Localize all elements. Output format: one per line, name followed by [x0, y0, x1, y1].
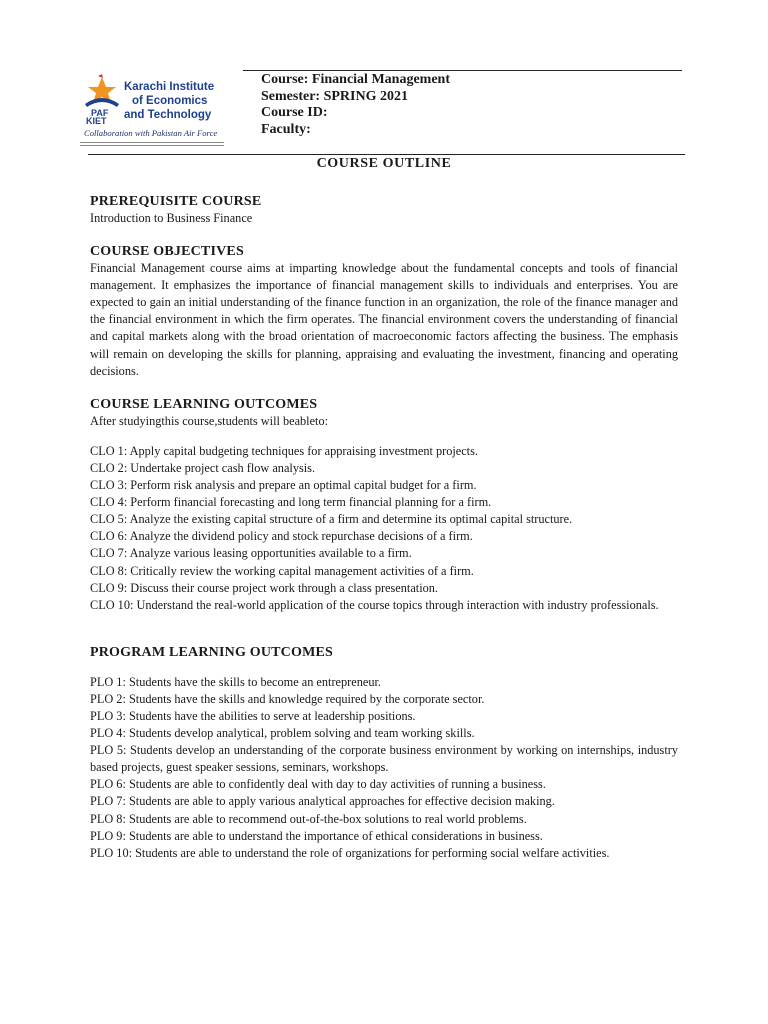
clo-item: CLO 10: Understand the real-world application of the course topics through interaction with industry professionals.: [90, 597, 659, 612]
clo-intro: After studyingthis course,students will beableto:: [90, 413, 329, 428]
plo-item: PLO 10: Students are able to understand the role of organizations for performing social welfare activities.: [90, 845, 610, 860]
prerequisite-heading: PREREQUISITE COURSE: [90, 194, 262, 209]
plo-item: PLO 2: Students have the skills and knowledge required by the corporate sector.: [90, 691, 485, 706]
logo-badge-line-2: KIET: [86, 116, 107, 124]
plo-item: PLO 1: Students have the skills to become an entrepreneur.: [90, 674, 381, 689]
course-id: Course ID:: [261, 105, 328, 121]
logo-name-line-3: and Technology: [124, 109, 212, 121]
institute-logo: [80, 68, 224, 148]
clo-item: CLO 4: Perform financial forecasting and long term financial planning for a firm.: [90, 495, 492, 510]
clo-item: CLO 7: Analyze various leasing opportunities available to a firm.: [90, 546, 412, 561]
plo-item: PLO 6: Students are able to confidently deal with day to day activities of running a business.: [90, 777, 546, 792]
plo-heading: PROGRAM LEARNING OUTCOMES: [90, 644, 334, 660]
page-title: COURSE OUTLINE: [316, 156, 452, 171]
plo-list: [90, 674, 678, 862]
document-body: [90, 193, 678, 862]
clo-list: [90, 443, 678, 614]
plo-item: PLO 4: Students develop analytical, problem solving and team working skills.: [90, 726, 475, 741]
clo-item: CLO 5: Analyze the existing capital structure of a firm and determine its optimal capital structure.: [90, 512, 573, 527]
clo-item: CLO 9: Discuss their course project work through a class presentation.: [90, 580, 438, 595]
logo-name-line-2: of Economics: [132, 95, 208, 107]
paf-kiet-emblem-icon: [82, 74, 122, 124]
objectives-text: Financial Management course aims at imparting knowledge about the fundamental concepts and tools of financial management. It emphasizes the importance of financial management skills to individuals and enterprises. You are expected to gain an initial understanding of the finance function in an organization, the role of the finance manager and the financial environment in which the firm operates. The financial environment covers the understanding of financial and capital markets along with the broad orientation of macroeconomic factors affecting the business. The emphasis will remain on developing the skills for planning, appraising and evaluating the investment, financing and operating decisions.: [90, 261, 678, 378]
clo-item: CLO 6: Analyze the dividend policy and stock repurchase decisions of a firm.: [90, 529, 473, 544]
faculty: Faculty:: [261, 121, 311, 137]
logo-tagline: Collaboration with Pakistan Air Force: [84, 128, 218, 138]
logo-badge-line-1: PAF: [91, 108, 109, 118]
prerequisite-text: Introduction to Business Finance: [90, 211, 253, 225]
plo-item: PLO 7: Students are able to apply various analytical approaches for effective decision making.: [90, 794, 555, 809]
logo-name-line-1: Karachi Institute: [124, 81, 215, 93]
logo-divider: [80, 142, 224, 143]
clo-heading: COURSE LEARNING OUTCOMES: [90, 396, 318, 412]
objectives-heading: COURSE OBJECTIVES: [90, 244, 244, 260]
logo-divider-2: [80, 145, 224, 146]
clo-item: CLO 2: Undertake project cash flow analysis.: [90, 460, 316, 475]
header-top-rule: [243, 70, 682, 71]
plo-item: PLO 5: Students develop an understanding of the corporate business environment by working on internships, industry based projects, guest speaker sessions, seminars, workshops.: [90, 743, 678, 775]
clo-item: CLO 1: Apply capital budgeting techniques for appraising investment projects.: [90, 443, 478, 458]
plo-item: PLO 8: Students are able to recommend out-of-the-box solutions to real world problems.: [90, 811, 527, 826]
semester: Semester: SPRING 2021: [261, 88, 408, 104]
course-name: Course: Financial Management: [261, 72, 450, 87]
course-info: [261, 72, 450, 138]
clo-item: CLO 8: Critically review the working capital management activities of a firm.: [90, 563, 474, 578]
logo-institute-name: [124, 80, 224, 122]
plo-item: PLO 3: Students have the abilities to serve at leadership positions.: [90, 708, 416, 723]
clo-item: CLO 3: Perform risk analysis and prepare an optimal capital budget for a firm.: [90, 478, 477, 493]
plo-item: PLO 9: Students are able to understand the importance of ethical considerations in business.: [90, 828, 543, 843]
header-bottom-rule: [88, 154, 685, 155]
